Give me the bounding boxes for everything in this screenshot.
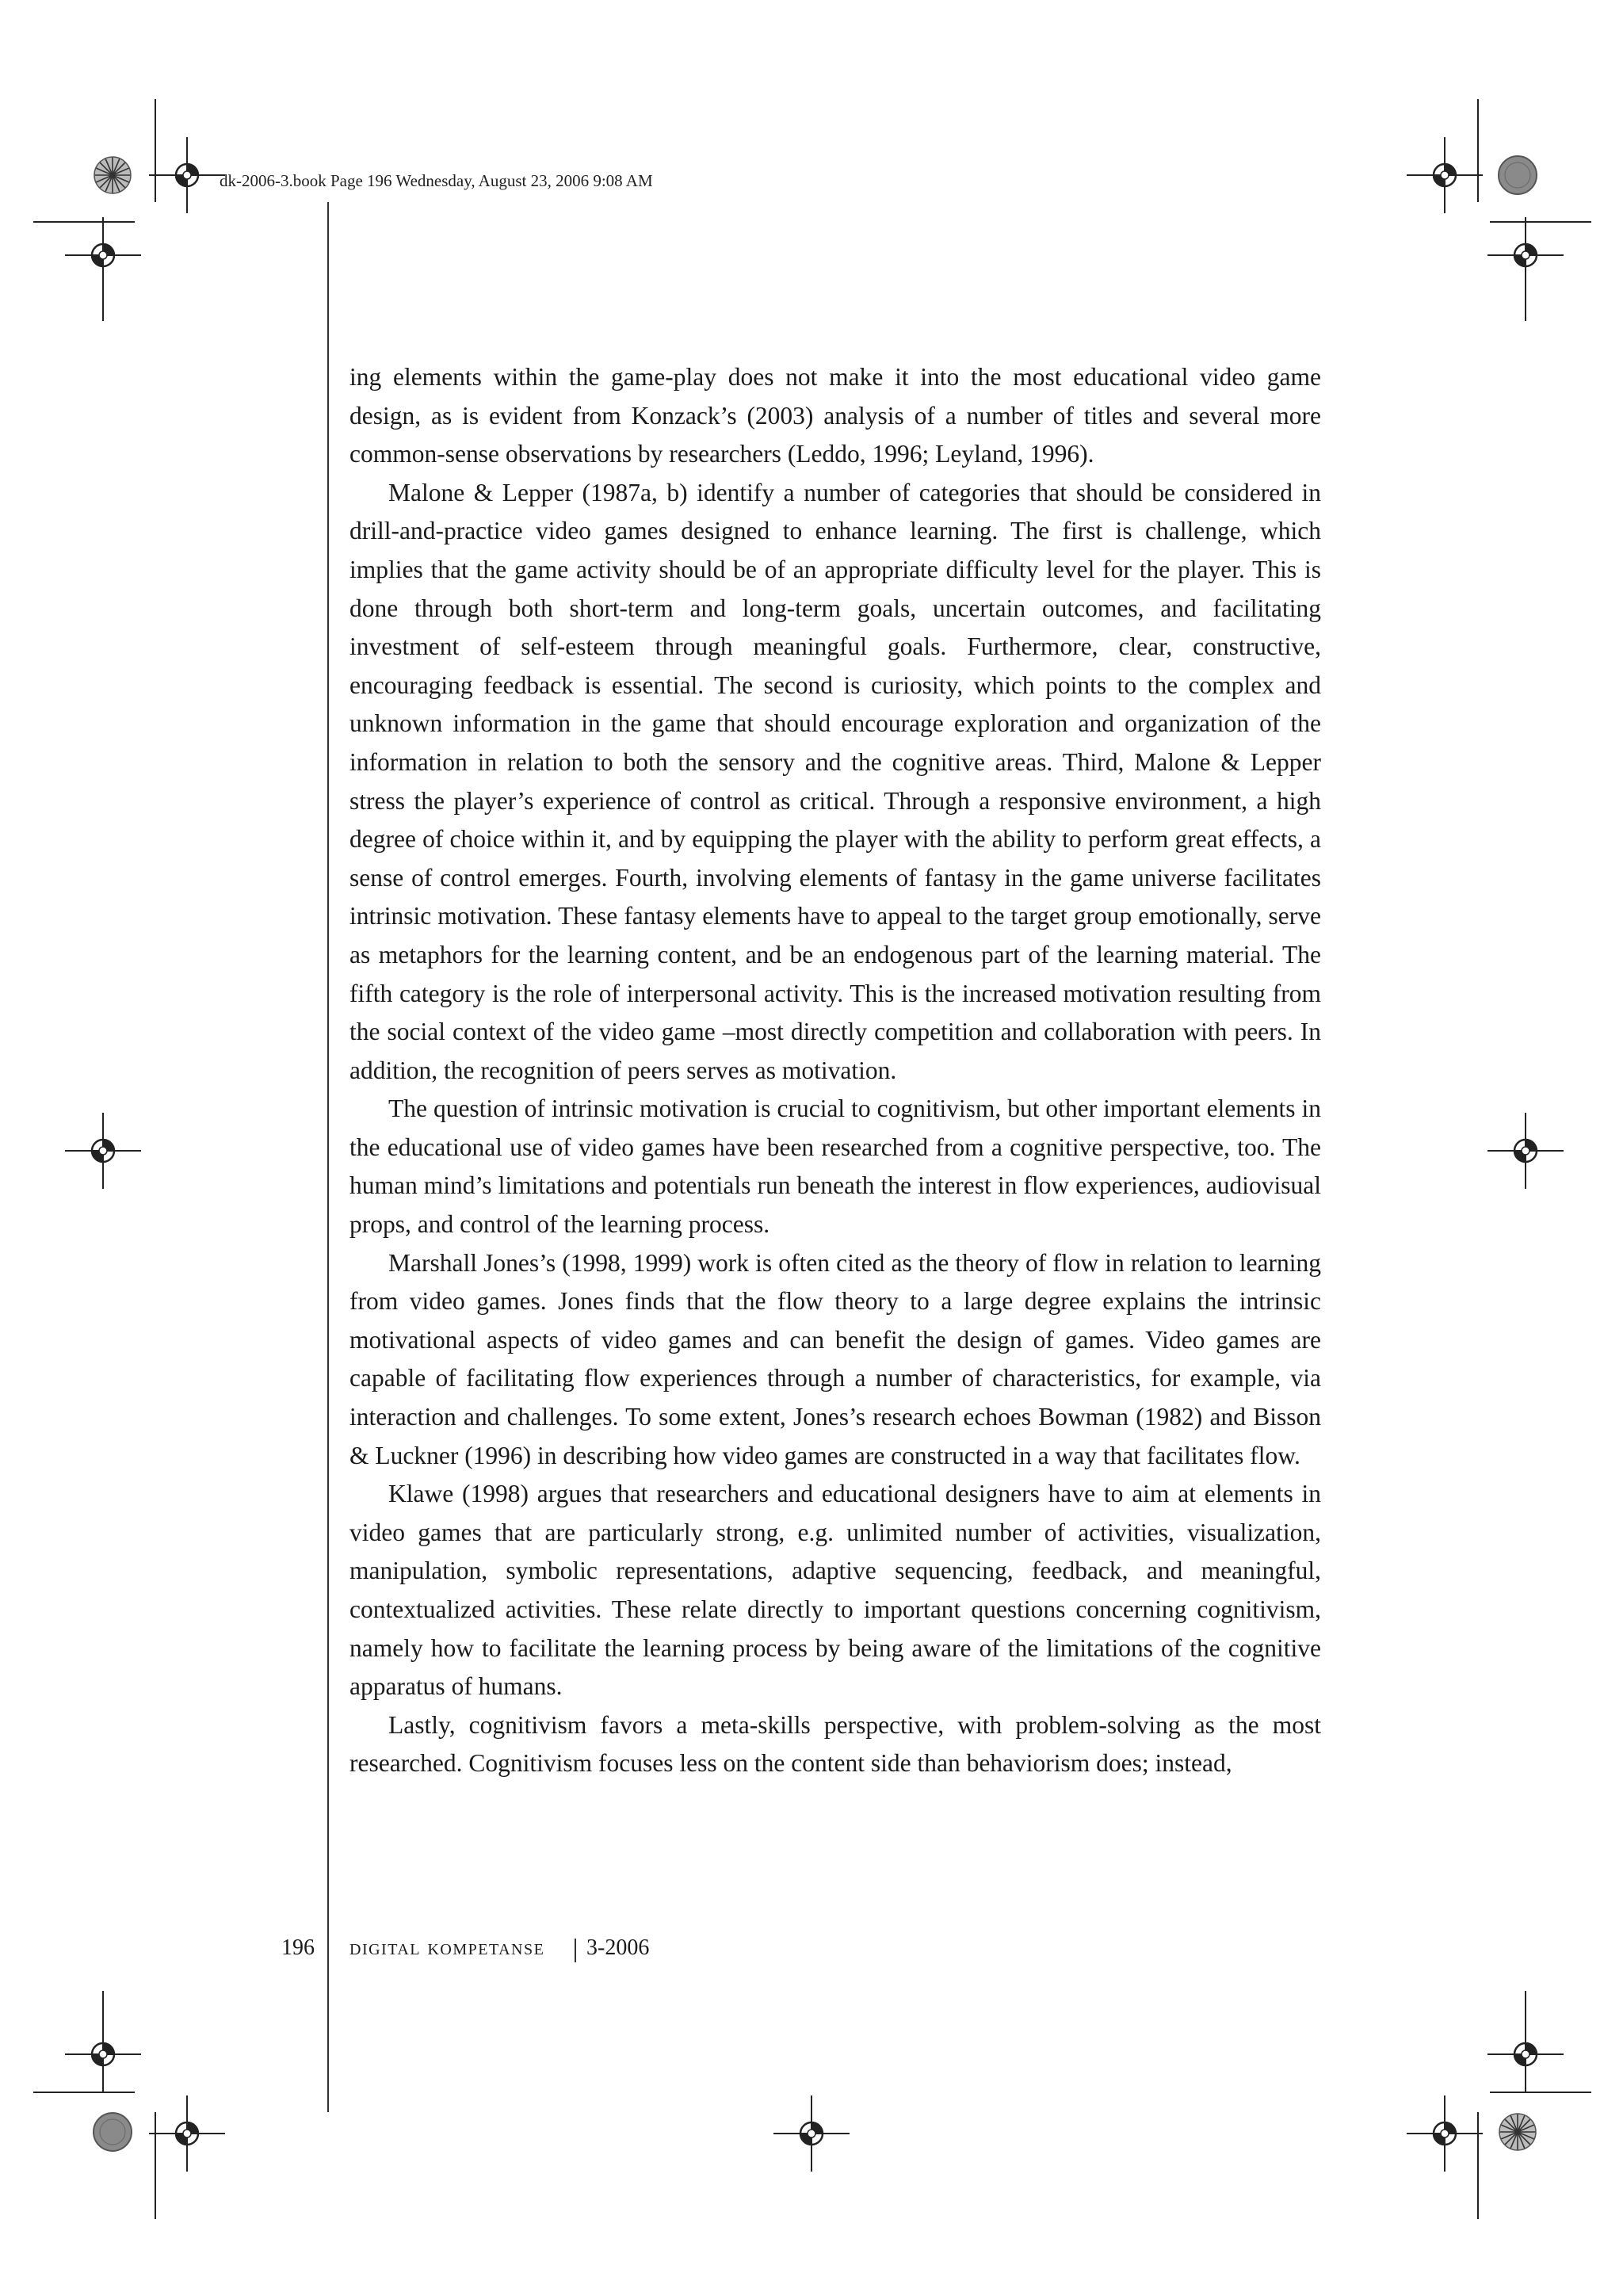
- registration-mark: [149, 137, 225, 213]
- registration-mark: [65, 217, 141, 293]
- registration-mark: [149, 2095, 225, 2172]
- registration-mark: [1487, 2016, 1564, 2092]
- registration-mark: [1407, 2095, 1483, 2172]
- page-number: 196: [281, 1935, 315, 1960]
- registration-mark: [1487, 217, 1564, 293]
- color-bar-starburst: [1499, 2114, 1536, 2150]
- registration-mark: [1407, 137, 1483, 213]
- article-body: [349, 358, 1321, 1783]
- color-bar-grey: [1499, 156, 1537, 194]
- paragraph: ing elements within the game-play does not make it into the most educational video game design, as is evident from Konzack’s (2003) analysis of a number of titles and several more common-sense observations by researchers (Leddo, 1996; Leyland, 1996).: [349, 363, 1321, 468]
- book-slug-line: dk-2006-3.book Page 196 Wednesday, August 23, 2006 9:08 AM: [220, 171, 653, 190]
- registration-mark: [1487, 1113, 1564, 1189]
- color-bar-starburst: [94, 157, 131, 193]
- paragraph: Malone & Lepper (1987a, b) identify a number of categories that should be considered in drill-and-practice video games designed to enhance learning. The first is challenge, which implies that the game activity should be of an appropriate difficulty level for the player. This is done through both short-term and long-term goals, uncertain outcomes, and facilitating investment of self-esteem through meaningful goals. Furthermore, clear, constructive, encouraging feedback is essential. The second is curiosity, which points to the complex and unknown information in the game that should encourage exploration and organization of the information in relation to both the sensory and the cognitive areas. Third, Malone & Lepper stress the player’s experience of control as critical. Through a responsive environment, a high degree of choice within it, and by equipping the player with the ability to perform great effects, a sense of control emerges. Fourth, involving elements of fantasy in the game universe facilitates intrinsic motivation. These fantasy elements have to appeal to the target group emotionally, serve as metaphors for the learning content, and be an endogenous part of the learning material. The fifth category is the role of interpersonal activity. This is the increased motivation resulting from the social context of the video game –most directly competition and collaboration with peers. In addition, the recognition of peers serves as motivation.: [349, 478, 1321, 1084]
- paragraph: Klawe (1998) argues that researchers and educational designers have to aim at elements in video games that are particularly strong, e.g. unlimited number of activities, visualization, manipulation, symbolic representations, adaptive sequencing, feedback, and meaningful, contextualized activities. These relate directly to important questions concerning cognitivism, namely how to facilitate the learning process by being aware of the limitations of the cognitive apparatus of humans.: [349, 1480, 1321, 1701]
- paragraph: The question of intrinsic motivation is crucial to cognitivism, but other important elements in the educational use of video games have been researched from a cognitive perspective, too. The human mind’s limitations and potentials run beneath the interest in flow experiences, audiovisual props, and control of the learning process.: [349, 1095, 1321, 1239]
- paragraph: Marshall Jones’s (1998, 1999) work is often cited as the theory of flow in relation to learning from video games. Jones finds that the flow theory to a large degree explains the intrinsic motivational aspects of video games and can benefit the design of games. Video games are capable of facilitating flow experiences through a number of characteristics, for example, via interaction and challenges. To some extent, Jones’s research echoes Bowman (1982) and Bisson & Luckner (1996) in describing how video games are constructed in a way that facilitates flow.: [349, 1248, 1321, 1469]
- registration-mark: [773, 2095, 850, 2172]
- registration-mark: [65, 1113, 141, 1189]
- color-bar-grey: [94, 2113, 132, 2151]
- registration-mark: [65, 2016, 141, 2092]
- paragraph: Lastly, cognitivism favors a meta-skills perspective, with problem-solving as the most researched. Cognitivism focuses less on the content side than behaviorism does; instead,: [349, 1710, 1321, 1778]
- margin-rule: [327, 202, 329, 2112]
- footer-divider: [575, 1939, 576, 1962]
- issue-label: 3-2006: [586, 1935, 650, 1960]
- journal-name: digital kompetanse: [349, 1935, 545, 1960]
